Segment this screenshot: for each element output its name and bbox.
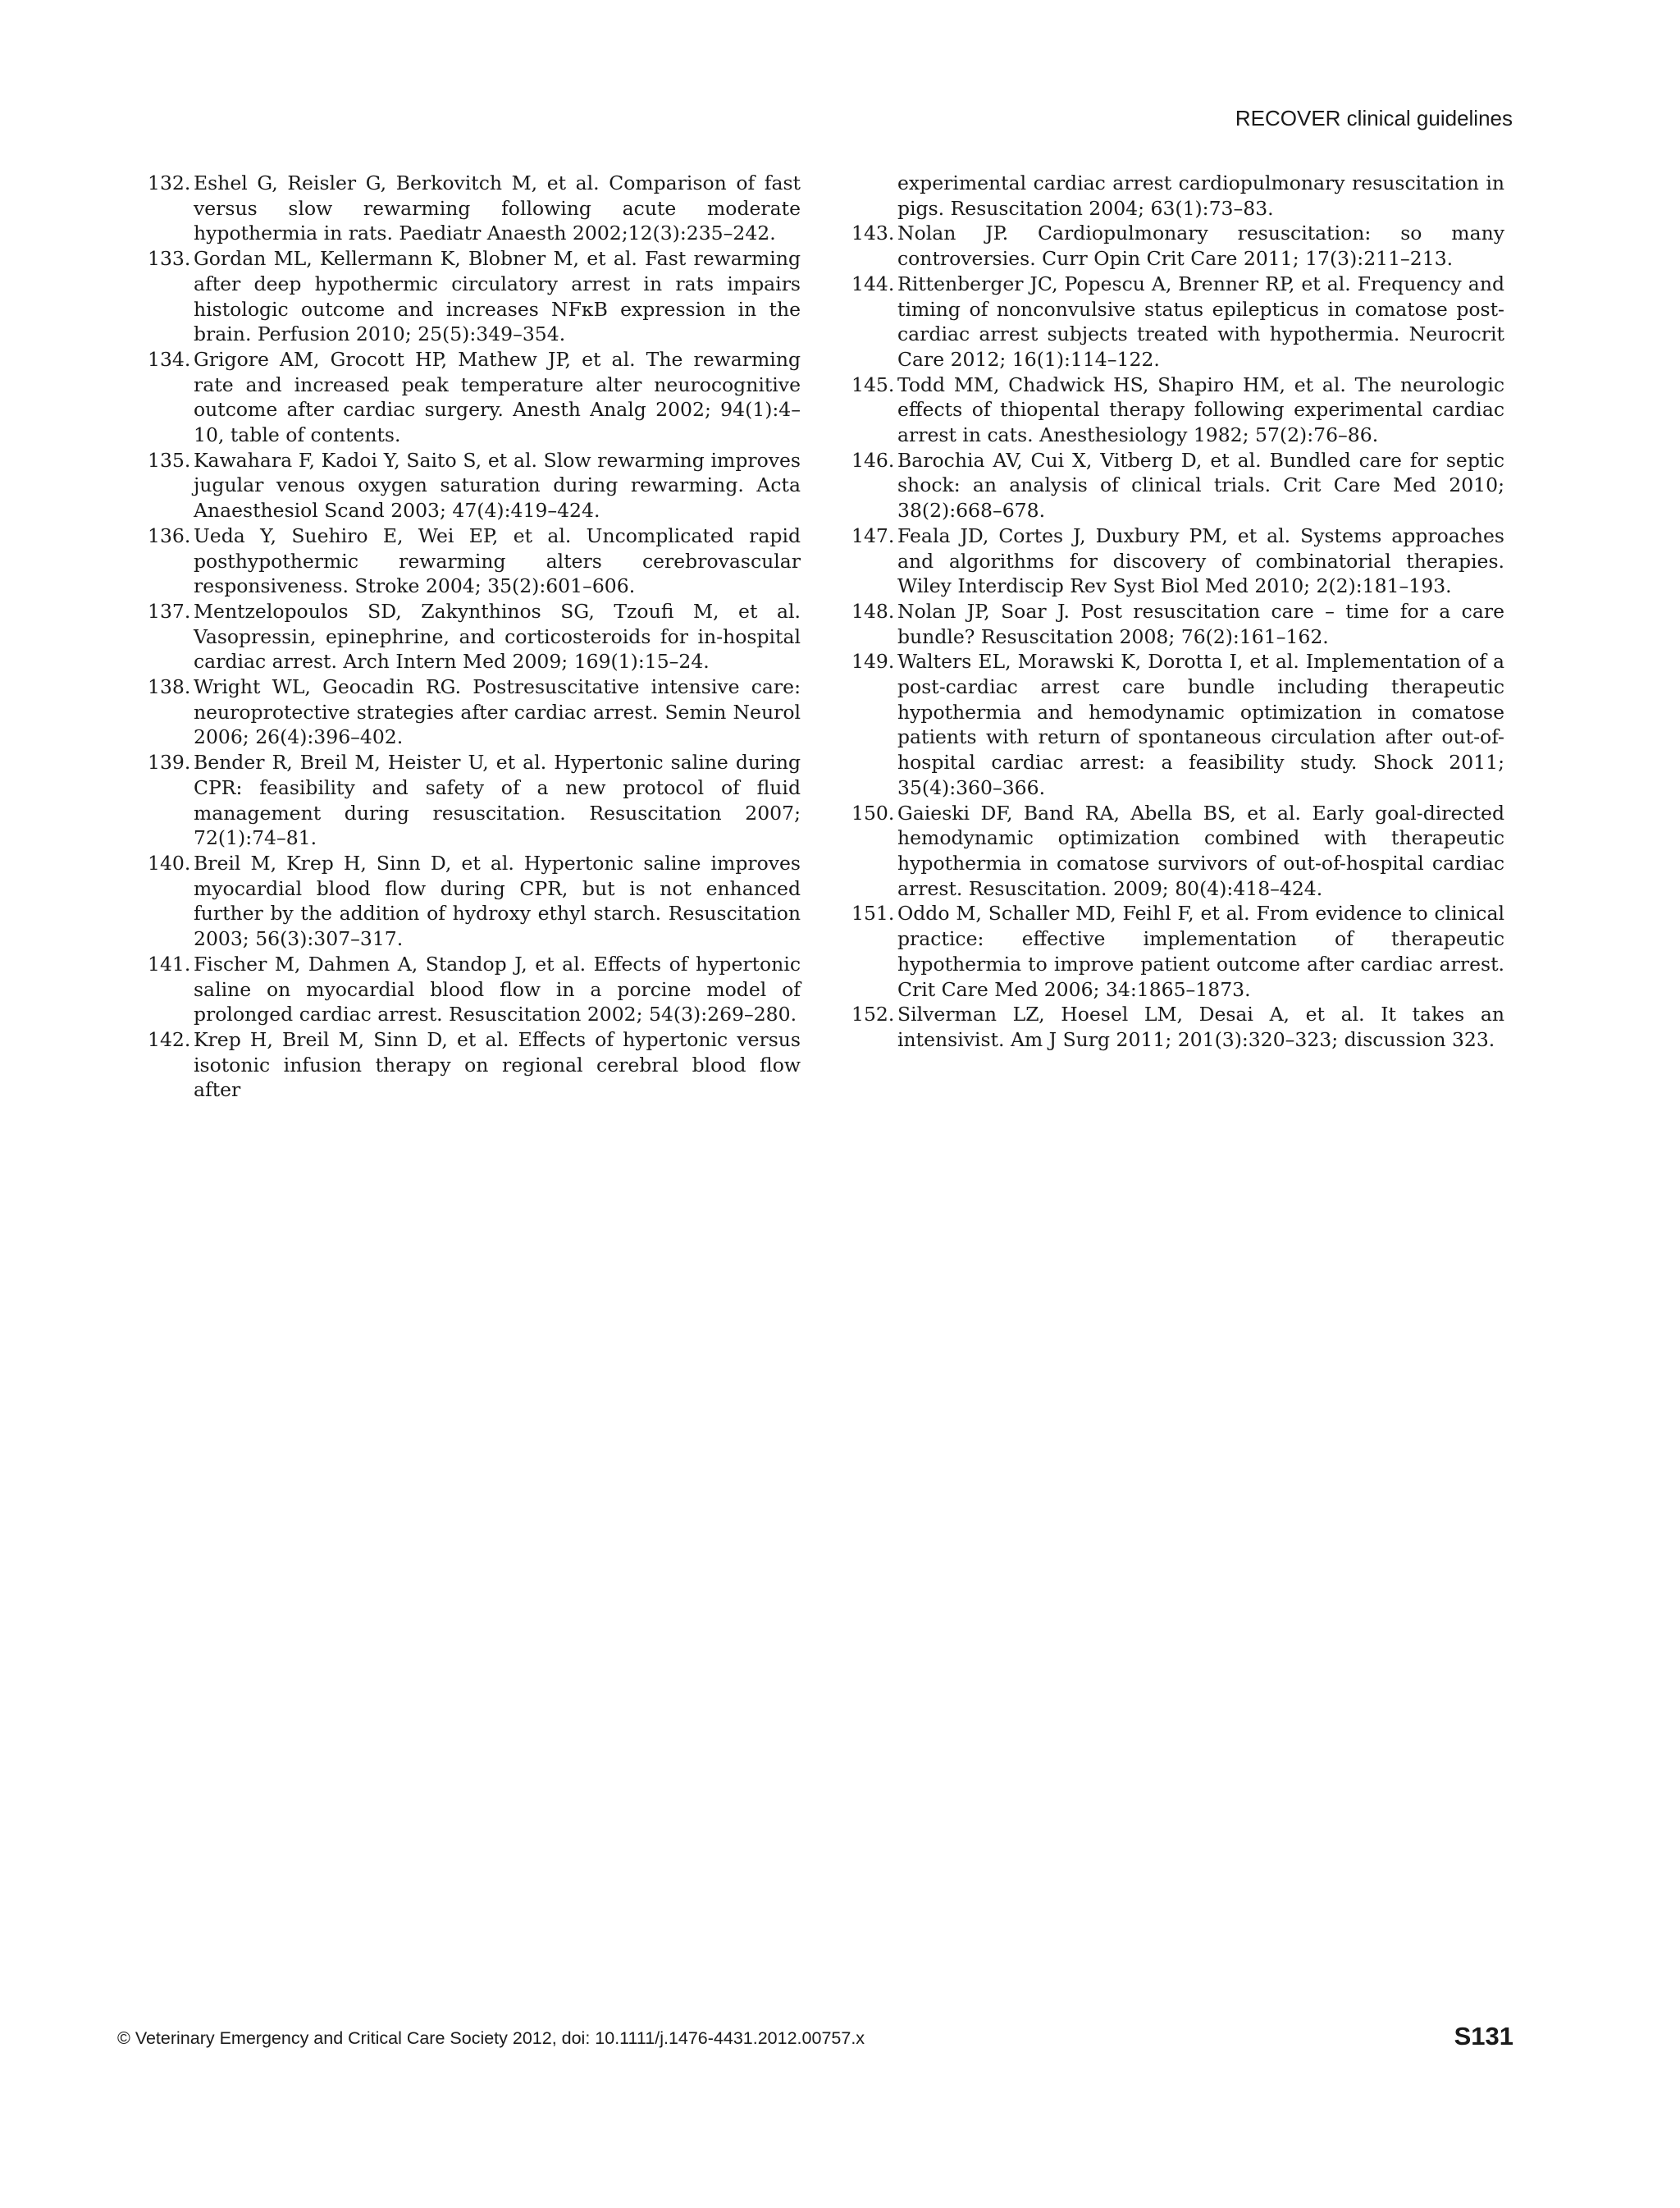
reference-item <box>148 1027 801 1103</box>
copyright-footer: © Veterinary Emergency and Critical Care Society 2012, doi: 10.1111/j.1476-4431.2012.00757.x <box>117 2028 865 2048</box>
reference-text: Oddo M, Schaller MD, Feihl F, et al. From evidence to clinical practice: effective implementation of therapeutic hypothermia to improve patient outcome after cardiac arrest. Crit Care Med 2006; 34:1865–1873. <box>897 902 1504 1001</box>
reference-number: 134. <box>148 347 191 371</box>
reference-text: Silverman LZ, Hoesel LM, Desai A, et al. It takes an intensivist. Am J Surg 2011; 201(3):320–323; discussion 323. <box>897 1003 1504 1051</box>
reference-number: 149. <box>851 650 895 674</box>
reference-number: 148. <box>851 599 895 623</box>
reference-text: Wright WL, Geocadin RG. Postresuscitative intensive care: neuroprotective strategies after cardiac arrest. Semin Neurol 2006; 26(4):396–402. <box>194 675 801 749</box>
reference-number: 151. <box>851 902 895 926</box>
reference-number: 141. <box>148 952 191 976</box>
reference-text: Grigore AM, Grocott HP, Mathew JP, et al. The rewarming rate and increased peak temperature alter neurocognitive outcome after cardiac surgery. Anesth Analg 2002; 94(1):4–10, table of contents. <box>194 347 801 447</box>
reference-text: Nolan JP. Cardiopulmonary resuscitation: so many controversies. Curr Opin Crit Care 2011; 17(3):211–213. <box>897 222 1504 271</box>
reference-text: Krep H, Breil M, Sinn D, et al. Effects of hypertonic versus isotonic infusion therapy on regional cerebral blood flow after <box>194 1027 801 1102</box>
reference-item <box>148 171 801 246</box>
reference-text: Nolan JP, Soar J. Post resuscitation care – time for a care bundle? Resuscitation 2008; 76(2):161–162. <box>897 599 1504 648</box>
reference-item <box>851 272 1504 373</box>
reference-text: Feala JD, Cortes J, Duxbury PM, et al. Systems approaches and algorithms for discovery of combinatorial therapies. Wiley Interdiscip Rev Syst Biol Med 2010; 2(2):181–193. <box>897 523 1504 598</box>
reference-number: 135. <box>148 448 191 472</box>
reference-text: Mentzelopoulos SD, Zakynthinos SG, Tzoufi M, et al. Vasopressin, epinephrine, and corticosteroids for in-hospital cardiac arrest. Arch Intern Med 2009; 169(1):15–24. <box>194 599 801 674</box>
reference-text: Eshel G, Reisler G, Berkovitch M, et al. Comparison of fast versus slow rewarming following acute moderate hypothermia in rats. Paediatr Anaesth 2002;12(3):235–242. <box>194 171 801 245</box>
reference-number: 145. <box>851 373 895 396</box>
reference-text: experimental cardiac arrest cardiopulmonary resuscitation in pigs. Resuscitation 2004; 63(1):73–83. <box>897 171 1504 220</box>
reference-item <box>148 952 801 1027</box>
reference-number: 132. <box>148 171 191 194</box>
reference-item <box>851 1002 1504 1052</box>
reference-number: 146. <box>851 448 895 472</box>
reference-item <box>148 599 801 674</box>
reference-text: Barochia AV, Cui X, Vitberg D, et al. Bundled care for septic shock: an analysis of clinical trials. Crit Care Med 2010; 38(2):668–678. <box>897 448 1504 523</box>
reference-text: Gordan ML, Kellermann K, Blobner M, et al. Fast rewarming after deep hypothermic circulatory arrest in rats impairs histologic outcome and increases NFκB expression in the brain. Perfusion 2010; 25(5):349–354. <box>194 247 801 346</box>
reference-number: 139. <box>148 751 191 775</box>
references-right-column <box>851 171 1504 1053</box>
reference-number: 147. <box>851 523 895 547</box>
reference-text: Kawahara F, Kadoi Y, Saito S, et al. Slow rewarming improves jugular venous oxygen saturation during rewarming. Acta Anaesthesiol Scand 2003; 47(4):419–424. <box>194 448 801 523</box>
reference-item <box>851 649 1504 800</box>
reference-number: 142. <box>148 1027 191 1051</box>
reference-item <box>851 373 1504 448</box>
reference-item <box>851 801 1504 902</box>
reference-item <box>148 246 801 347</box>
reference-number: 140. <box>148 851 191 875</box>
reference-item <box>148 448 801 523</box>
reference-number: 138. <box>148 675 191 699</box>
reference-text: Fischer M, Dahmen A, Standop J, et al. Effects of hypertonic saline on myocardial blood flow in a porcine model of prolonged cardiac arrest. Resuscitation 2002; 54(3):269–280. <box>194 952 801 1026</box>
reference-number: 152. <box>851 1003 895 1026</box>
reference-item <box>851 523 1504 599</box>
reference-number: 143. <box>851 222 895 245</box>
reference-text: Breil M, Krep H, Sinn D, et al. Hypertonic saline improves myocardial blood flow during CPR, but is not enhanced further by the addition of hydroxy ethyl starch. Resuscitation 2003; 56(3):307–317. <box>194 851 801 951</box>
reference-text: Rittenberger JC, Popescu A, Brenner RP, et al. Frequency and timing of nonconvulsive status epilepticus in comatose post-cardiac arrest subjects treated with hypothermia. Neurocrit Care 2012; 16(1):114–122. <box>897 272 1504 371</box>
reference-continuation <box>851 171 1504 221</box>
reference-item <box>148 750 801 851</box>
reference-item <box>148 347 801 448</box>
reference-item <box>148 851 801 952</box>
reference-item <box>851 599 1504 649</box>
reference-item <box>148 674 801 750</box>
reference-text: Gaieski DF, Band RA, Abella BS, et al. Early goal-directed hemodynamic optimization combined with therapeutic hypothermia in comatose survivors of out-of-hospital cardiac arrest. Resuscitation. 2009; 80(4):418–424. <box>897 801 1504 900</box>
reference-number: 137. <box>148 599 191 623</box>
reference-text: Todd MM, Chadwick HS, Shapiro HM, et al. The neurologic effects of thiopental therapy following experimental cardiac arrest in cats. Anesthesiology 1982; 57(2):76–86. <box>897 373 1504 447</box>
reference-number: 144. <box>851 272 895 295</box>
reference-number: 133. <box>148 247 191 271</box>
reference-number: 150. <box>851 801 895 825</box>
references-left-column <box>148 171 801 1103</box>
reference-text: Bender R, Breil M, Heister U, et al. Hypertonic saline during CPR: feasibility and safety of a new protocol of fluid management during resuscitation. Resuscitation 2007; 72(1):74–81. <box>194 751 801 850</box>
reference-text: Walters EL, Morawski K, Dorotta I, et al. Implementation of a post-cardiac arrest care bundle including therapeutic hypothermia and hemodynamic optimization in comatose patients with return of spontaneous circulation after out-of-hospital cardiac arrest: a feasibility study. Shock 2011; 35(4):360–366. <box>897 650 1504 799</box>
reference-item <box>851 901 1504 1002</box>
reference-item <box>851 448 1504 523</box>
reference-item <box>148 523 801 599</box>
reference-item <box>851 221 1504 271</box>
reference-text: Ueda Y, Suehiro E, Wei EP, et al. Uncomplicated rapid posthypothermic rewarming alters cerebrovascular responsiveness. Stroke 2004; 35(2):601–606. <box>194 523 801 598</box>
page-number: S131 <box>1454 2022 1513 2050</box>
running-header: RECOVER clinical guidelines <box>1235 106 1513 130</box>
reference-number: 136. <box>148 523 191 547</box>
